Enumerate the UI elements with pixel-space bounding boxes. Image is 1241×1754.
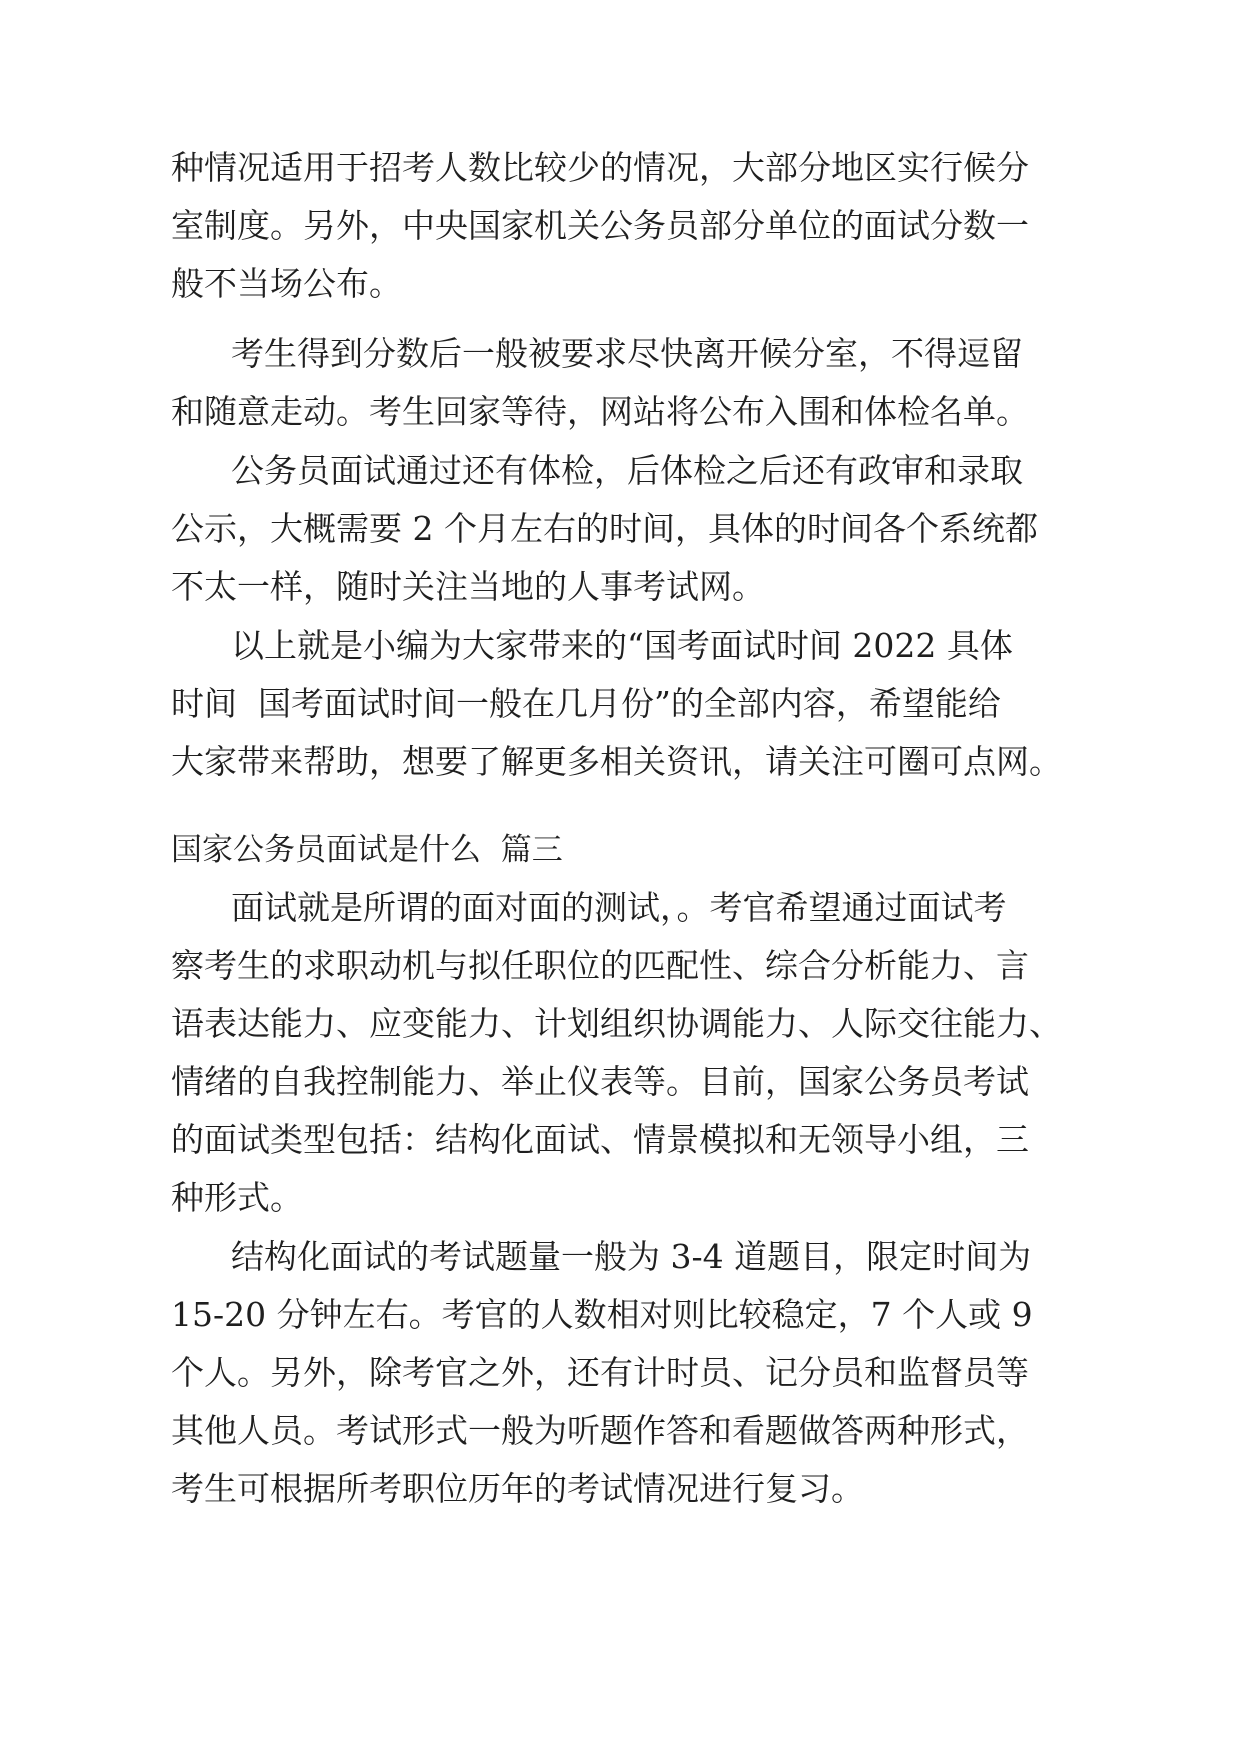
- text-line: 语表达能力、应变能力、计划组织协调能力、人际交往能力、: [171, 1004, 1062, 1043]
- text-line: 其他人员。考试形式一般为听题作答和看题做答两种形式，: [171, 1411, 1029, 1450]
- text-line: 公示，大概需要 2 个月左右的时间，具体的时间各个系统都: [171, 509, 1038, 548]
- text-line: 的面试类型包括：结构化面试、情景模拟和无领导小组，三: [171, 1120, 1029, 1159]
- text-line: 时间 国考面试时间一般在几月份”的全部内容，希望能给: [171, 684, 1001, 723]
- text-line: 个人。另外，除考官之外，还有计时员、记分员和监督员等: [171, 1353, 1029, 1392]
- text-line: 种情况适用于招考人数比较少的情况，大部分地区实行候分: [171, 148, 1029, 187]
- text-line: 大家带来帮助，想要了解更多相关资讯，请关注可圈可点网。: [171, 742, 1062, 781]
- paragraph-first-line: 考生得到分数后一般被要求尽快离开候分室，不得逗留: [231, 334, 1023, 373]
- text-line: 般不当场公布。: [171, 264, 402, 303]
- text-line: 和随意走动。考生回家等待，网站将公布入围和体检名单。: [171, 392, 1029, 431]
- paragraph-first-line: 面试就是所谓的面对面的测试，。考官希望通过面试考: [231, 888, 1007, 927]
- text-line: 考生可根据所考职位历年的考试情况进行复习。: [171, 1469, 864, 1508]
- text-line: 察考生的求职动机与拟任职位的匹配性、综合分析能力、言: [171, 946, 1029, 985]
- text-line: 室制度。另外，中央国家机关公务员部分单位的面试分数一: [171, 206, 1029, 245]
- text-line: 15-20 分钟左右。考官的人数相对则比较稳定，7 个人或 9: [171, 1295, 1033, 1334]
- paragraph-first-line: 结构化面试的考试题量一般为 3-4 道题目，限定时间为: [231, 1237, 1032, 1276]
- paragraph-first-line: 以上就是小编为大家带来的“国考面试时间 2022 具体: [231, 626, 1013, 665]
- section-heading: 国家公务员面试是什么 篇三: [171, 832, 563, 868]
- paragraph-first-line: 公务员面试通过还有体检，后体检之后还有政审和录取: [231, 451, 1023, 490]
- text-line: 情绪的自我控制能力、举止仪表等。目前，国家公务员考试: [171, 1062, 1029, 1101]
- text-line: 不太一样，随时关注当地的人事考试网。: [171, 567, 765, 606]
- text-line: 种形式。: [171, 1178, 303, 1217]
